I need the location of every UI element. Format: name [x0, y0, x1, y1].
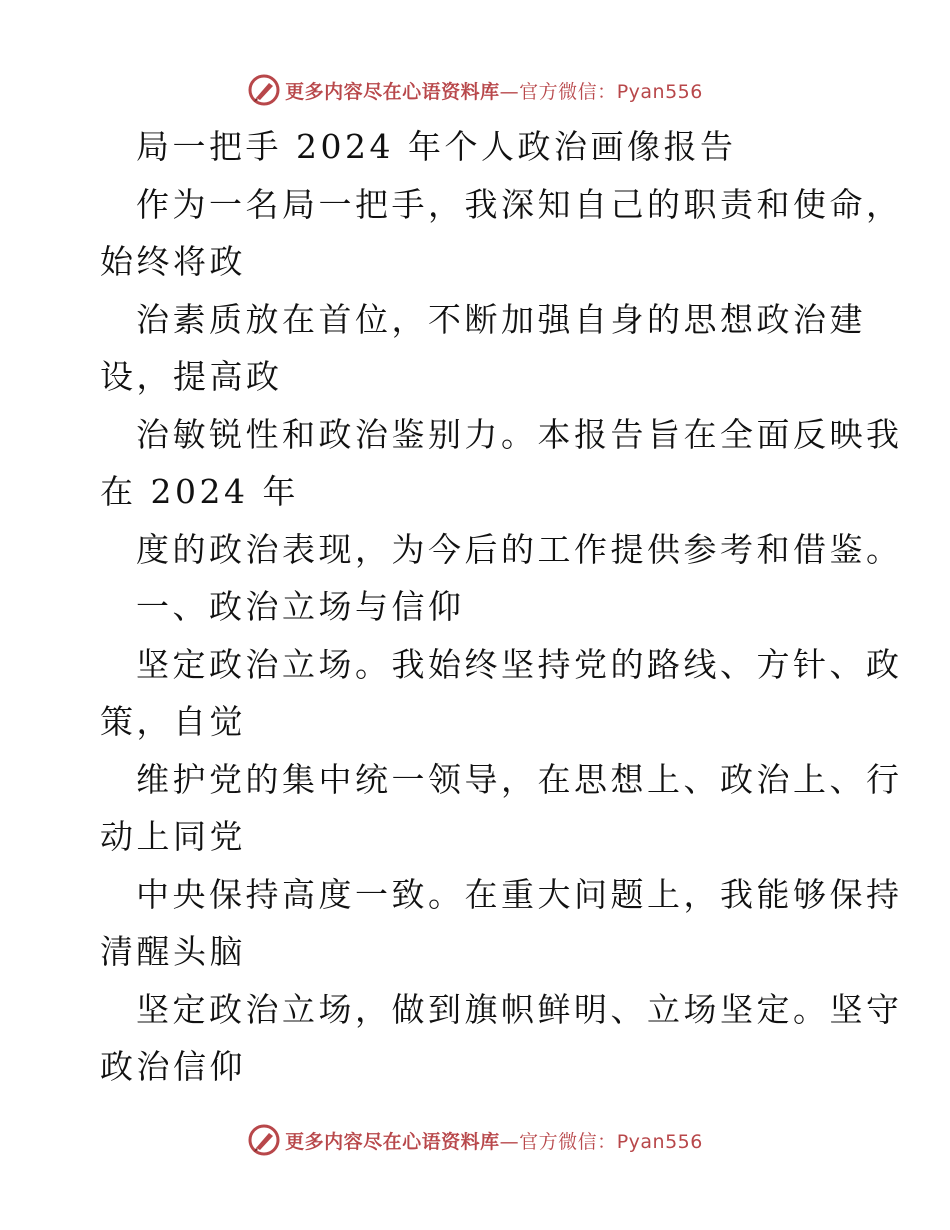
text-line: 政治信仰: [100, 1047, 246, 1086]
text-line: 坚定政治立场。我始终坚持党的路线、方针、政: [136, 644, 903, 684]
banner-wechat-label: 官方微信：: [519, 1130, 617, 1153]
footer-banner: [0, 1120, 950, 1160]
banner-text: [285, 1127, 703, 1154]
text-line: 一、政治立场与信仰: [136, 587, 465, 626]
banner-wechat-id: Pyan556: [616, 80, 703, 103]
text-line: 始终将政: [100, 242, 246, 281]
banner-text: [285, 77, 703, 104]
banner-wechat-label: 官方微信：: [519, 80, 617, 103]
text-line: 中央保持高度一致。在重大问题上，我能够保持: [136, 874, 903, 914]
banner-content: [247, 73, 703, 107]
text-line: 治敏锐性和政治鉴别力。本报告旨在全面反映我: [136, 414, 903, 454]
header-banner: [0, 70, 950, 110]
text-line: 在 2024 年: [100, 472, 299, 511]
text-line: 坚定政治立场，做到旗帜鲜明、立场坚定。坚守: [136, 989, 903, 1029]
banner-content: [247, 1123, 703, 1157]
document-body: [100, 118, 903, 1096]
banner-dash: —: [499, 1130, 520, 1153]
text-line: 维护党的集中统一领导，在思想上、政治上、行: [136, 759, 903, 799]
text-line: 治素质放在首位，不断加强自身的思想政治建: [136, 299, 866, 339]
text-line: 清醒头脑: [100, 932, 246, 971]
text-line: 设，提高政: [100, 357, 283, 396]
pen-logo-icon: [247, 1123, 281, 1157]
text-line: 动上同党: [100, 817, 246, 856]
banner-brand: 更多内容尽在心语资料库: [285, 1130, 500, 1153]
text-line: 度的政治表现，为今后的工作提供参考和借鉴。: [136, 529, 903, 569]
banner-brand: 更多内容尽在心语资料库: [285, 80, 500, 103]
text-line: 策，自觉: [100, 702, 246, 741]
pen-logo-icon: [247, 73, 281, 107]
text-line: 作为一名局一把手，我深知自己的职责和使命，: [136, 184, 903, 224]
text-line: 局一把手 2024 年个人政治画像报告: [136, 127, 737, 166]
banner-wechat-id: Pyan556: [616, 1130, 703, 1153]
banner-dash: —: [499, 80, 520, 103]
